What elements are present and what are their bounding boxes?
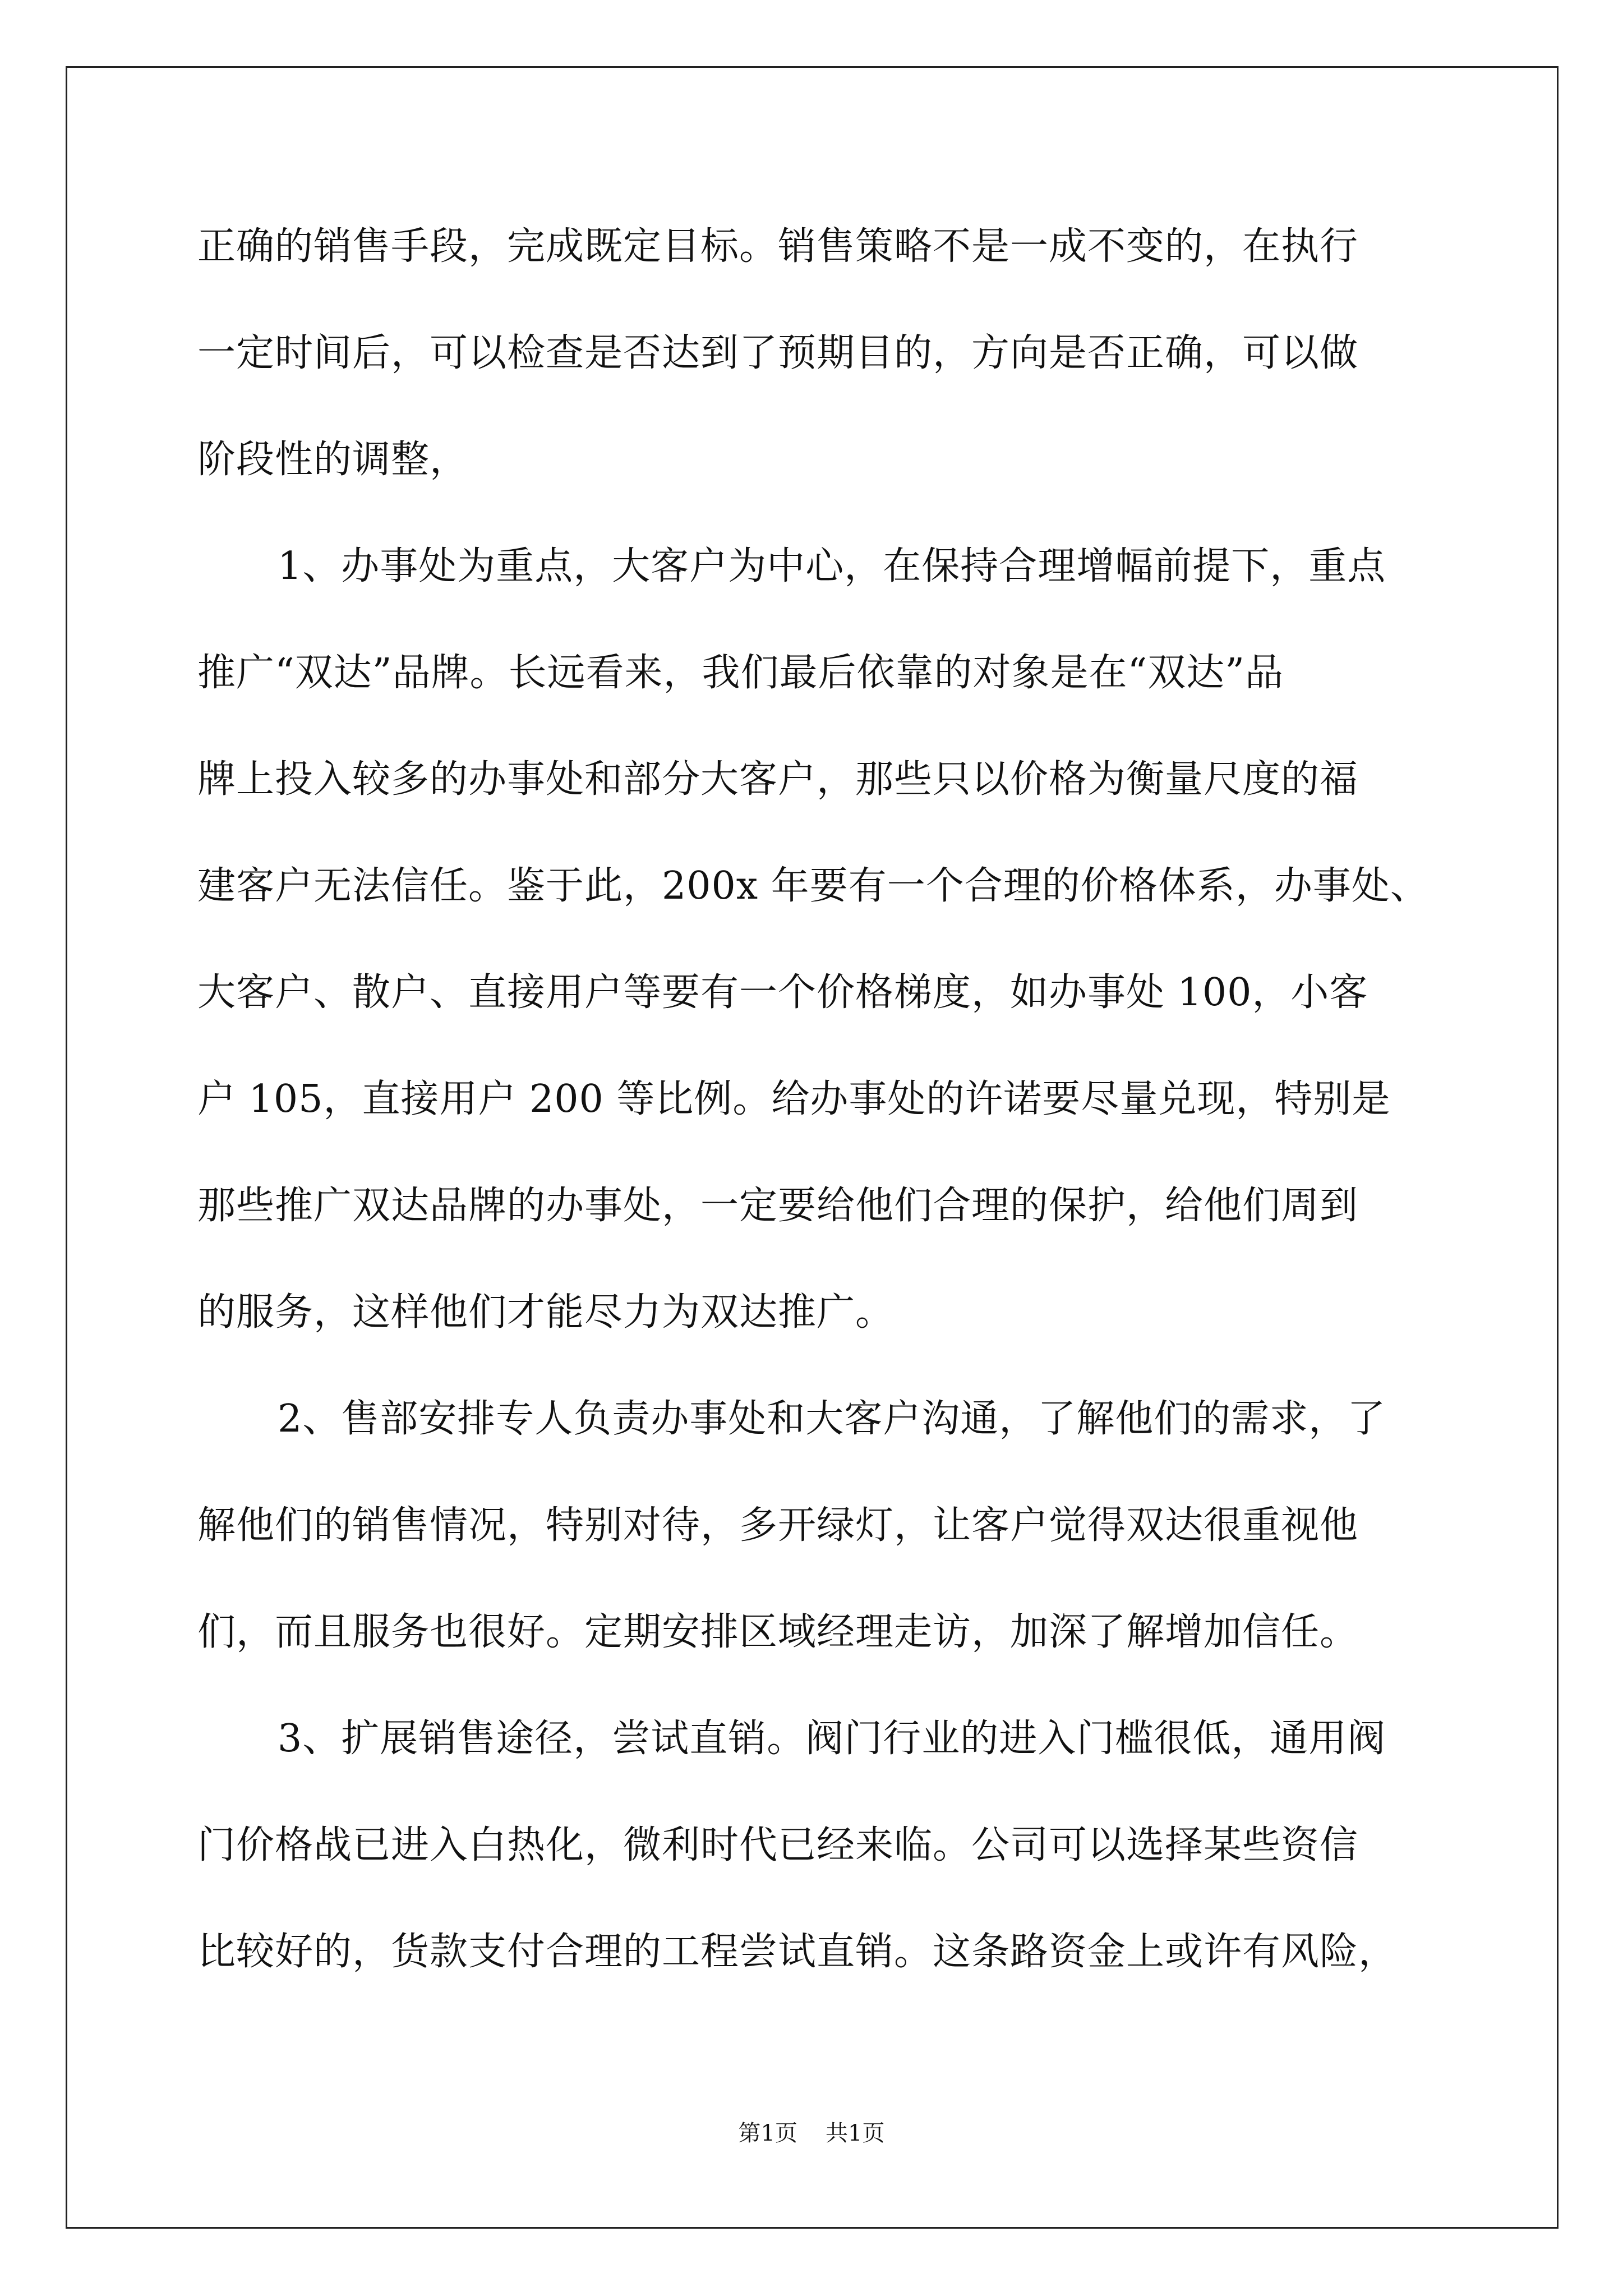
body-text-line: 们，而且服务也很好。定期安排区域经理走访，加深了解增加信任。 [197, 1610, 1359, 1654]
body-text-line: 比较好的，货款支付合理的工程尝试直销。这条路资金上或许有风险， [197, 1930, 1398, 1974]
page-total: 共1页 [826, 2120, 885, 2146]
body-text-line: 2、售部安排专人负责办事处和大客户沟通，了解他们的需求，了 [278, 1397, 1386, 1441]
body-text-line: 那些推广双达品牌的办事处，一定要给他们合理的保护，给他们周到 [197, 1184, 1359, 1228]
body-text-line: 解他们的销售情况，特别对待，多开绿灯，让客户觉得双达很重视他 [197, 1503, 1359, 1548]
body-text-line: 户 105，直接用户 200 等比例。给办事处的许诺要尽量兑现，特别是 [197, 1077, 1391, 1121]
page-footer [0, 2119, 1623, 2147]
page-number: 第1页 [738, 2120, 797, 2146]
body-text-line: 一定时间后，可以检查是否达到了预期目的，方向是否正确，可以做 [197, 331, 1359, 375]
body-text-line: 阶段性的调整， [197, 438, 469, 482]
body-text-line: 3、扩展销售途径，尝试直销。阀门行业的进入门槛很低，通用阀 [278, 1717, 1386, 1761]
body-text-line: 1、办事处为重点，大客户为中心，在保持合理增幅前提下，重点 [278, 544, 1386, 588]
body-text-line: 推广“双达”品牌。长远看来，我们最后依靠的对象是在“双达”品 [197, 651, 1284, 695]
body-text-line: 大客户、散户、直接用户等要有一个价格梯度，如办事处 100，小客 [197, 970, 1368, 1015]
body-text-line: 正确的销售手段，完成既定目标。销售策略不是一成不变的，在执行 [197, 224, 1359, 269]
body-text-line: 建客户无法信任。鉴于此，200x 年要有一个合理的价格体系，办事处、 [197, 864, 1429, 908]
body-text-line: 的服务，这样他们才能尽力为双达推广。 [197, 1290, 895, 1335]
body-text-line: 牌上投入较多的办事处和部分大客户，那些只以价格为衡量尺度的福 [197, 757, 1359, 802]
body-text-line: 门价格战已进入白热化，微利时代已经来临。公司可以选择某些资信 [197, 1823, 1359, 1867]
page-border [66, 66, 1559, 2229]
